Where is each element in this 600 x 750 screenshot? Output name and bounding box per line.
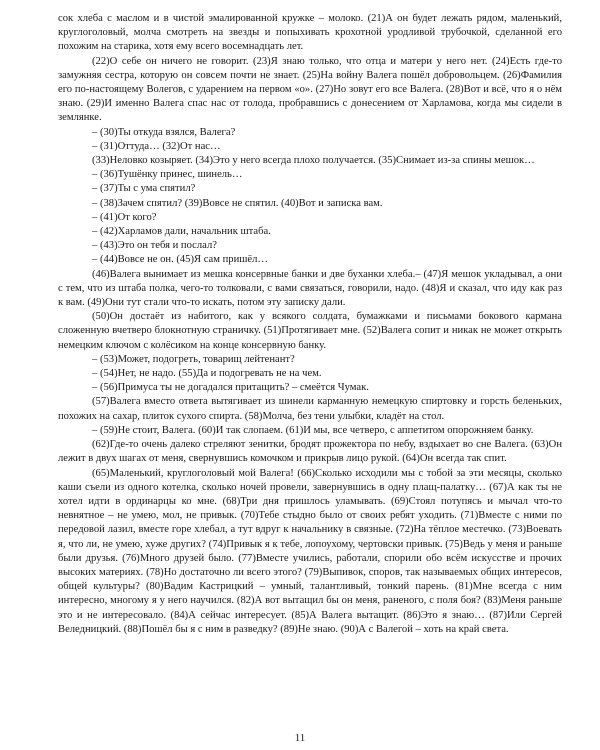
paragraph: сок хлеба с маслом и в чистой эмалированной кружке – молоко. (21)А он будет лежать рядом, маленький, круглоголовый, молча смотреть на звезды и попыхивать крохотной уродливой трубочкой, сделанной его похожим на старика, хотя ему всего восемнадцать лет. <box>58 13 562 53</box>
dialogue-line: – (36)Тушёнку принес, шинель… <box>92 169 243 181</box>
dialogue-line: – (43)Это он тебя и послал? <box>92 240 217 252</box>
page-number: 11 <box>294 732 306 744</box>
paragraph: (62)Где-то очень далеко стреляют зенитки, бродят прожектора по небу, вздыхает во сне Валега. (63)Он лежит в двух шагах от меня, свернувшись комочком и прикрыв лицо рукой. (64)Он всегда так спит. <box>58 439 562 465</box>
paragraph: (50)Он достаёт из набитого, как у всякого солдата, бумажками и письмами бокового кармана сложенную вчетверо блокнотную страничку. (51)Протягивает мне. (52)Валега сопит и никак не может открыть немецким ключом с колёсиком на конце консервную банку. <box>58 311 562 351</box>
dialogue-line: – (42)Харламов дали, начальник штаба. <box>92 226 271 238</box>
dialogue-line: – (44)Вовсе не он. (45)Я сам пришёл… <box>92 254 268 266</box>
dialogue-line: – (56)Примуса ты не догадался притащить? – смеётся Чумак. <box>92 382 369 394</box>
dialogue-line: – (54)Нет, не надо. (55)Да и подогревать не на чем. <box>92 368 322 380</box>
paragraph: (22)О себе он ничего не говорит. (23)Я знаю только, что отца и матери у него нет. (24)Есть где-то замужняя сестра, которую он совсем почти не знает. (25)На войну Валега пошёл добровольцем. (26)Фамилия его по-настоящему Волегов, с ударением на первом «о». (27)Но зовут его все Валега. (28)Вот и всё, что я о нём знаю. (29)И именно Валега спас нас от голода, пробравшись с донесением от Харламова, когда мы сидели в землянке. <box>58 55 562 124</box>
paragraph: (65)Маленький, круглоголовый мой Валега! (66)Сколько исходили мы с тобой за эти месяцы, сколько каши съели из одного котелка, сколько ночей провели, завернувшись в одну плащ-палатку… (67)А как ты не хотел идти в ординарцы ко мне. (68)Три дня пришлось уламывать. (69)Стоял потупясь и мычал что-то невнятное – не умею, мол, не привык. (70)Тебе стыдно было от своих ребят уходить. (71)Вместе с ними по передовой лазил, вместе горе хлебал, а тут вдруг к начальнику в связные. (72)На тёплое местечко. (73)Воевать я, что ли, не умею, хуже других? (74)Привык я к тебе, лопоухому, чертовски привык. (75)Ведь у меня и раньше были друзья. (76)Много друзей было. (77)Вместе учились, работали, спорили обо всём искусстве и прочих высоких материях. (78)Но достаточно ли всего этого? (79)Выпивок, споров, так называемых общих интересов, общей культуры? (80)Вадим Кастрицкий – умный, талантливый, тонкий парень. (81)Мне всегда с ним интересно, многому я у него научился. (82)А вот вытащил бы он меня, раненого, с поля боя? (83)Меня раньше это и не интересовало. (84)А сейчас интересует. (85)А Валега вытащит. (86)Это я знаю… (87)Или Сергей Веледницкий. (88)Пошёл бы я с ним в разведку? (89)Не знаю. (90)А с Валегой – хоть на край света. <box>58 467 562 635</box>
body-text <box>58 12 562 637</box>
dialogue-line: – (41)От кого? <box>92 211 157 223</box>
dialogue-line: – (59)Не стоит, Валега. (60)И так слопаем. (61)И мы, все четверо, с аппетитом опорожняем банку. <box>92 424 534 436</box>
dialogue-line: – (37)Ты с ума спятил? <box>92 183 196 195</box>
paragraph: (57)Валега вместо ответа вытягивает из шинели карманную немецкую спиртовку и горсть беленьких, похожих на сахар, плиток сухого спирта. (58)Молча, без тени улыбки, кладёт на стол. <box>58 396 562 422</box>
dialogue-line: – (31)Оттуда… (32)От нас… <box>92 140 221 152</box>
paragraph: (33)Неловко козыряет. (34)Это у него всегда плохо получается. (35)Снимает из-за спины мешок… <box>92 155 535 167</box>
dialogue-line: – (53)Может, подогреть, товарищ лейтенант? <box>92 353 295 365</box>
dialogue-line: – (30)Ты откуда взялся, Валега? <box>92 126 236 138</box>
paragraph: (46)Валега вынимает из мешка консервные банки и две буханки хлеба.– (47)Я мешок укладывал, а они с тем, что из штаба полка, чего-то толковали, с вами связаться, говорили, надо. (48)Я и сказал, что иду как раз к вам. (49)Они тут стали что-то искать, потом эту записку дали. <box>58 268 562 309</box>
dialogue-line: – (38)Зачем спятил? (39)Вовсе не спятил. (40)Вот и записка вам. <box>92 197 383 209</box>
